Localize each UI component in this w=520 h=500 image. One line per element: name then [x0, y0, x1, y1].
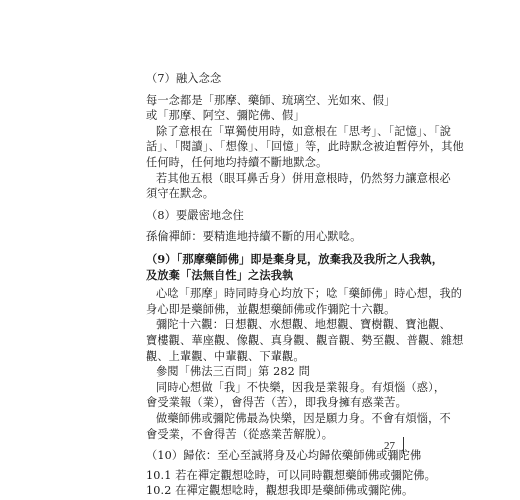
section-7-para-2-line-2: 須守在默念。: [146, 187, 215, 201]
section-7-para-1-line-3: 任何時，任何地均持續不斷地默念。: [146, 156, 328, 169]
section-7-para-1-line-1: 除了意根在「單獨使用時，如意根在「思考」、「記憶」、「說: [156, 124, 452, 138]
page-number: 27: [384, 440, 395, 452]
section-9-para-4-line-1: 做藥師佛或彌陀佛最為快樂，因是願力身。不會有煩惱，不: [156, 412, 451, 425]
section-9-para-3-line-1: 同時心想做「我」不快樂，因我是業報身。有煩惱（惑），: [156, 380, 446, 394]
section-7-heading: （7）融入念念: [146, 72, 222, 85]
section-9-para-4-line-2: 會受業，不會得苦（從惑業苦解脫）。: [146, 427, 334, 441]
section-9-para-3-line-2: 會受業報（業），會得苦（苦），即我身擁有惑業苦。: [146, 396, 407, 410]
section-9-para-2-line-2: 寶樓觀、華座觀、像觀、真身觀、觀音觀、勢至觀、普觀、雜想: [146, 334, 464, 347]
section-7-para-1-line-2: 話」、「閱讀」、「想像」、「回憶」等，此時默念被迫暫停外，其他: [146, 140, 464, 154]
section-7-line-2: 或「那摩、阿空、彌陀佛、假」: [146, 109, 305, 123]
section-10-line-1: 10.1 若在禪定觀想唸時，可以同時觀想藥師佛或彌陀佛。: [146, 468, 436, 482]
section-7-para-2-line-1: 若其他五根（眼耳鼻舌身）併用意根時，仍然努力讓意根必: [156, 171, 451, 185]
section-9-para-2-line-1: 彌陀十六觀：日想觀、水想觀、地想觀、寶樹觀、寶池觀、: [156, 318, 451, 332]
section-9-para-1-line-2: 身心即是藥師佛，並觀想藥師佛或作彌陀十六觀。: [146, 302, 396, 316]
section-9-heading-line-2: 及放棄「法無自性」之法我執: [146, 267, 294, 282]
section-9-para-2-line-3: 觀、上輩觀、中輩觀、下輩觀。: [146, 349, 305, 363]
section-8-line-1: 孫倫禪師：要精進地持續不斷的用心默唸。: [146, 230, 362, 244]
section-10-line-2: 10.2 在禪定觀想唸時，觀想我即是藥師佛或彌陀佛。: [146, 484, 414, 498]
section-9-para-1-line-1: 心唸「那摩」時同時身心均放下；唸「藥師佛」時心想，我的: [156, 287, 463, 301]
section-7-line-1: 每一念都是「那摩、藥師、琉璃空、光如來、假」: [146, 93, 396, 107]
section-10-heading: （10）歸依：至心至誠將身及心均歸依藥師佛或彌陀佛: [146, 449, 422, 463]
section-9-heading-line-1: （9）「那摩藥師佛」即是棄身見，放棄我及我所之人我執，: [146, 252, 444, 266]
section-9-reference: 參閱「佛法三百問」第 282 問: [156, 365, 310, 379]
section-8-heading: （8）要嚴密地念住: [146, 208, 244, 222]
